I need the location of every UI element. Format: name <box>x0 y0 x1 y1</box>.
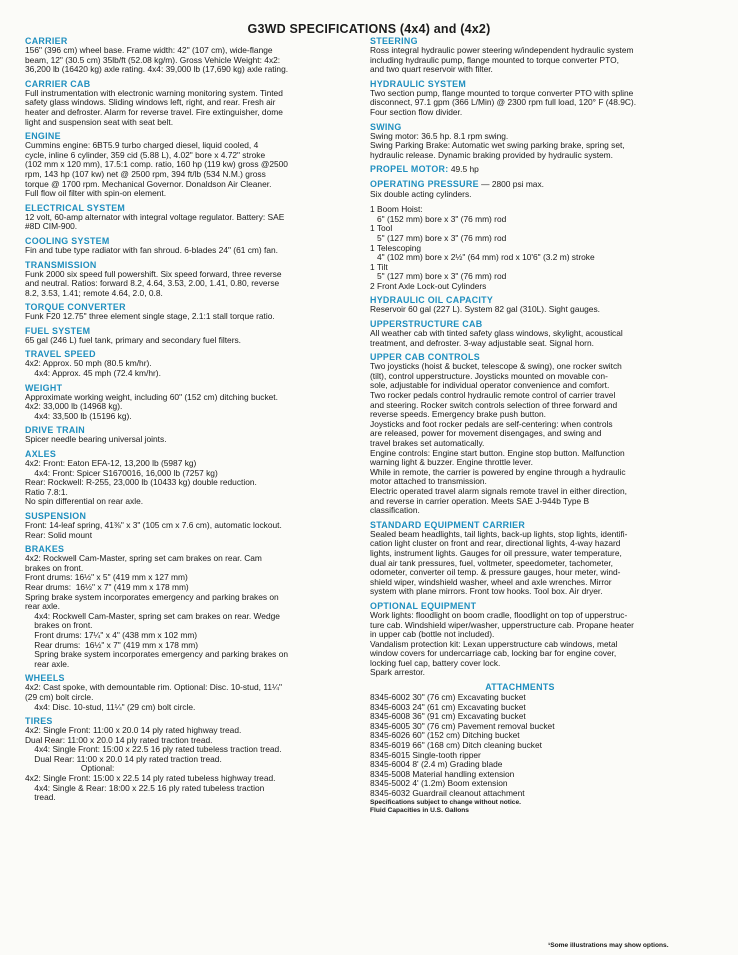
spec-section <box>370 319 675 348</box>
spec-section <box>25 326 355 346</box>
footnote-illustrations: ¹Some illustrations may show options. <box>548 942 669 949</box>
spec-line: 4x2: 33,000 lb (14968 kg). <box>25 401 123 412</box>
spec-line: 4x4: Front: Spicer S1670016, 16,000 lb (7257 kg) <box>25 467 218 478</box>
spec-line: Optional: <box>25 763 115 774</box>
right-sections <box>370 36 675 678</box>
section-heading: WEIGHT <box>25 382 63 393</box>
spec-line: Approximate working weight, including 60" (152 cm) ditching bucket. <box>25 391 278 402</box>
spec-line: system with plane mirrors. Front tow hooks. Tool box. Air dryer. <box>370 586 603 597</box>
section-heading: FUEL SYSTEM <box>25 325 91 336</box>
section-heading: TIRES <box>25 716 53 727</box>
spec-line: 4x4: Approx. 45 mph (72.4 km/hr). <box>25 368 161 379</box>
spec-section <box>25 383 355 422</box>
spec-line: Dual Rear: 11:00 x 20.0 14 ply rated traction tread. <box>25 734 213 745</box>
spec-line: shield wiper, windshield washer, wheel and axle wrenches. Mirror <box>370 576 612 587</box>
spec-line: Rear drums: 16½" x 7" (419 mm x 178 mm) <box>25 581 189 592</box>
spec-line: 156" (396 cm) wheel base. Frame width: 42" (107 cm), wide-flange <box>25 45 273 55</box>
spec-line: 1 Tool <box>370 223 393 234</box>
spec-line: Electric operated travel alarm signals remote travel in either direction, <box>370 485 627 496</box>
spec-line: Rear: Rockwell: R-255, 23,000 lb (10433 kg) double reduction. <box>25 477 257 488</box>
spec-line: Two rocker pedals control hydraulic remote control of carrier travel <box>370 390 616 401</box>
spec-line: heater and defroster. Alarm for reverse travel. Fire extinguisher, dome <box>25 106 283 117</box>
spec-line: 4x2: Rockwell Cam-Master, spring set cam brakes on rear. Cam <box>25 553 262 564</box>
spec-line: Swing Parking Brake: Automatic wet swing parking brake, spring set, <box>370 140 625 151</box>
spec-line: While in remote, the carrier is powered by engine through a hydraulic <box>370 466 626 477</box>
spec-line: No spin differential on rear axle. <box>25 496 144 507</box>
spec-line: (29 cm) bolt circle. <box>25 691 94 702</box>
spec-line: Spring brake system incorporates emergency and parking brakes on <box>25 649 289 660</box>
spec-line: 5" (127 mm) bore x 3" (76 mm) rod <box>370 232 507 243</box>
section-heading: AXLES <box>25 449 57 460</box>
attachment-item: 8345-6019 66" (168 cm) Ditch cleaning bucket <box>370 740 542 751</box>
spec-line: Spark arrestor. <box>370 667 425 678</box>
spec-section <box>25 425 355 445</box>
spec-line: 8.2, 3.53, 1.41; remote 4.64, 2.0, 0.8. <box>25 287 163 298</box>
spec-section <box>370 179 675 292</box>
section-heading: SUSPENSION <box>25 511 87 521</box>
spec-line: Front drums: 17¼" x 4" (438 mm x 102 mm) <box>25 629 198 640</box>
spec-line: Four section flow divider. <box>370 106 463 117</box>
attachment-item: 8345-6032 Guardrail cleanout attachment <box>370 788 525 798</box>
attachment-item: 8345-5008 Material handling extension <box>370 768 515 779</box>
spec-line: beam, 12" (30.5 cm) 35lb/ft (52.08 kg/m). Gross Vehicle Weight: 4x2: <box>25 54 281 65</box>
spec-line: Ratio 7.8:1. <box>25 486 68 497</box>
spec-line: locking fuel cap, battery cover lock. <box>370 657 501 668</box>
section-heading: COOLING SYSTEM <box>25 235 110 246</box>
section-heading: DRIVE TRAIN <box>25 425 86 436</box>
spec-line: are released, power for movement disengages, and swing and <box>370 428 602 439</box>
spec-section <box>25 449 355 507</box>
spec-line: Swing motor: 36.5 hp. 8.1 rpm swing. <box>370 130 509 141</box>
attachments-list <box>370 693 675 799</box>
spec-line: Reservoir 60 gal (227 L). System 82 gal (310L). Sight gauges. <box>370 304 600 315</box>
spec-section <box>25 36 355 75</box>
spec-line: 4x4: Single Front: 15:00 x 22.5 16 ply rated tubeless traction tread. <box>25 744 282 755</box>
spec-line: Sealed beam headlights, tail lights, back-up lights, stop lights, identifi- <box>370 528 628 539</box>
attachment-item: 8345-6002 30" (76 cm) Excavating bucket <box>370 692 526 703</box>
attachment-item: 8345-6015 Single-tooth ripper <box>370 749 481 760</box>
section-inline-value: — 2800 psi max. <box>478 178 544 189</box>
spec-section <box>25 260 355 299</box>
spec-line: classification. <box>370 505 420 516</box>
section-heading: TORQUE CONVERTER <box>25 302 126 313</box>
spec-line: Joysticks and foot rocker pedals are self-centering: when controls <box>370 418 613 429</box>
spec-line: dual air tank pressures, fuel, voltmeter, speedometer, tachometer, <box>370 557 613 568</box>
spec-line: ture cab. Windshield wiper/washer, upperstructure cab. Propane heater <box>370 619 634 630</box>
spec-line: Front: 14-leaf spring, 41⅜" x 3" (105 cm x 7.6 cm), automatic lockout. <box>25 520 282 530</box>
spec-line: reverse speeds. Emergency brake push button. <box>370 409 546 420</box>
spec-section <box>370 520 675 597</box>
spec-line: 4x2: Approx. 50 mph (80.5 km/hr). <box>25 358 152 369</box>
spec-line: 4x2: Cast spoke, with demountable rim. Optional: Disc. 10-stud, 11¼" <box>25 682 282 693</box>
spec-line: All weather cab with tinted safety glass windows, skylight, acoustical <box>370 328 623 339</box>
spec-line: Fin and tube type radiator with fan shroud. 6-blades 24" (61 cm) fan. <box>25 244 278 255</box>
spec-line: rpm, 143 hp (107 kw) net @ 2500 rpm, 394 ft/lb (534 N.M.) gross <box>25 168 266 179</box>
left-column <box>25 36 355 807</box>
spec-section <box>25 131 355 199</box>
section-heading: OPERATING PRESSURE <box>370 178 479 189</box>
attachments-section <box>370 682 675 815</box>
spec-line: tread. <box>25 792 56 803</box>
spec-line: 4x2: Front: Eaton EFA-12, 13,200 lb (5987 kg) <box>25 458 197 469</box>
section-heading: WHEELS <box>25 673 65 684</box>
spec-line: Two section pump, flange mounted to torque converter PTO with spline <box>370 87 634 98</box>
attachments-heading: ATTACHMENTS <box>485 682 555 693</box>
spec-line: 1 Tilt <box>370 261 388 272</box>
spec-line: odometer, converter oil temp. & pressure gauges, hour meter, wind- <box>370 567 621 578</box>
spec-line: rear axle. <box>25 658 70 669</box>
page-title: G3WD SPECIFICATIONS (4x4) and (4x2) <box>247 22 491 36</box>
spec-line: torque @ 1700 rpm. Mechanical Governor. Donaldson Air Cleaner. <box>25 178 272 189</box>
spec-line: Six double acting cylinders. <box>370 188 472 199</box>
spec-section <box>25 79 355 127</box>
attachment-item: 8345-5002 4' (1.2m) Boom extension <box>370 778 508 789</box>
spec-line: cycle, inline 6 cylinder, 359 cid (5.88 L), 4.02" bore x 4.72" stroke <box>25 149 266 160</box>
spec-line: 4x4: Disc. 10-stud, 11¼" (29 cm) bolt circle. <box>25 701 196 712</box>
spec-line: #8D CIM-900. <box>25 221 78 232</box>
section-heading: ENGINE <box>25 131 61 142</box>
spec-section <box>25 673 355 712</box>
spec-section <box>370 122 675 161</box>
spec-line: Two joysticks (hoist & bucket, telescope & swing), one rocker switch <box>370 361 622 372</box>
spec-line: (102 mm x 120 mm), 17.5:1 comp. ratio, 160 hp (119 kw) gross @2500 <box>25 159 288 170</box>
section-heading: STANDARD EQUIPMENT CARRIER <box>370 519 526 530</box>
spec-line: 4" (102 mm) bore x 2½" (64 mm) rod x 10'6" (3.2 m) stroke <box>370 252 595 263</box>
spec-line: Full instrumentation with electronic warning monitoring system. Tinted <box>25 87 283 98</box>
spec-line: 4x2: Single Front: 15:00 x 22.5 14 ply rated tubeless highway tread. <box>25 773 276 784</box>
section-heading: CARRIER CAB <box>25 78 91 89</box>
spec-line: 4x4: Single & Rear: 18:00 x 22.5 16 ply rated tubeless traction <box>25 782 265 793</box>
section-heading: HYDRAULIC SYSTEM <box>370 78 467 89</box>
spec-line: 36,200 lb (16420 kg) axle rating. 4x4: 39,000 lb (17,690 kg) axle rating. <box>25 64 289 75</box>
spec-line: travel brakes set automatically. <box>370 438 485 448</box>
section-heading: PROPEL MOTOR: <box>370 164 449 175</box>
spec-line: sole, adjustable for individual operator convenience and comfort. <box>370 380 610 391</box>
spec-line: Front drums: 16½" x 5" (419 mm x 127 mm) <box>25 572 188 583</box>
spec-line: cation light cluster on front and rear, directional lights, 4-way hazard <box>370 538 621 549</box>
footnote-fluids: Fluid Capacities in U.S. Gallons <box>370 806 469 814</box>
spec-line: lights, instrument lights. Gauges for oil pressure, water temperature, <box>370 547 622 558</box>
spec-line: brakes on front. <box>25 562 84 573</box>
section-heading: UPPER CAB CONTROLS <box>370 352 480 363</box>
spec-section <box>370 164 675 175</box>
section-heading-row <box>370 164 675 175</box>
section-heading: OPTIONAL EQUIPMENT <box>370 600 477 611</box>
section-heading: SWING <box>370 121 402 132</box>
spec-line: Engine controls: Engine start button. Engine stop button. Malfunction <box>370 447 625 458</box>
spec-line: Funk F20 12.75" three element single stage, 2.1:1 stall torque ratio. <box>25 311 275 322</box>
spec-line: rear axle. <box>25 601 60 612</box>
spec-section <box>25 302 355 322</box>
section-heading: ELECTRICAL SYSTEM <box>25 202 126 213</box>
section-heading: TRANSMISSION <box>25 259 97 270</box>
spec-section <box>370 295 675 315</box>
right-column <box>370 36 675 815</box>
section-heading: CARRIER <box>25 36 68 46</box>
spec-line: brakes on front. <box>25 620 93 631</box>
attachment-item: 8345-6004 8' (2.4 m) Grading blade <box>370 759 503 770</box>
spec-section <box>25 236 355 256</box>
section-inline-value: 49.5 hp <box>448 164 479 175</box>
section-heading: HYDRAULIC OIL CAPACITY <box>370 295 494 306</box>
section-heading-row <box>370 179 675 190</box>
spec-line: Work lights: floodlight on boom cradle, floodlight on top of upperstruc- <box>370 609 628 620</box>
spec-section <box>25 203 355 232</box>
spec-section <box>25 349 355 378</box>
spec-line: 12 volt, 60-amp alternator with integral voltage regulator. Battery: SAE <box>25 211 285 222</box>
spec-line: Dual Rear: 11:00 x 20.0 14 ply rated traction tread. <box>25 753 222 764</box>
spec-line: Funk 2000 six speed full powershift. Six speed forward, three reverse <box>25 268 282 279</box>
spec-line: 4x4: 33,500 lb (15196 kg). <box>25 410 132 421</box>
spec-line: 6" (152 mm) bore x 3" (76 mm) rod <box>370 213 507 224</box>
spec-section <box>25 544 355 669</box>
spec-section <box>370 79 675 118</box>
footnote-specs: Specifications subject to change without notice. <box>370 798 521 806</box>
spec-line: 2 Front Axle Lock-out Cylinders <box>370 280 487 291</box>
section-heading: TRAVEL SPEED <box>25 349 96 360</box>
spec-line: Vandalism protection kit: Lexan upperstructure cab windows, metal <box>370 638 618 649</box>
spec-line: motor attached to transmission. <box>370 476 487 487</box>
spec-line: (tilt), control upperstructure. Joysticks mounted on movable con- <box>370 370 608 381</box>
spec-line: disconnect, 97.1 gpm (366 L/Min) @ 2300 rpm full load, 120° F (48.9C). <box>370 97 637 108</box>
spec-line: 4x4: Rockwell Cam-Master, spring set cam brakes on rear. Wedge <box>25 610 280 621</box>
spec-line: Rear drums: 16½" x 7" (419 mm x 178 mm) <box>25 639 199 650</box>
spec-section <box>25 511 355 540</box>
spec-line: Spring brake system incorporates emergency and parking brakes on <box>25 591 279 602</box>
section-heading: UPPERSTRUCTURE CAB <box>370 319 483 330</box>
spec-line: window covers for undercarriage cab, locking bar for engine cover, <box>370 648 617 659</box>
spec-line: light and suspension seat with seat belt. <box>25 116 174 127</box>
spec-line: Full flow oil filter with spin-on element. <box>25 188 167 199</box>
attachment-item: 8345-6003 24" (61 cm) Excavating bucket <box>370 701 526 712</box>
spec-line: Spicer needle bearing universal joints. <box>25 434 167 445</box>
spec-line: hydraulic release. Dynamic braking provided by hydraulic system. <box>370 149 613 160</box>
spec-line: and steering. Rocker switch controls selection of three forward and <box>370 399 618 410</box>
attachment-item: 8345-6005 30" (76 cm) Pavement removal bucket <box>370 720 555 731</box>
spec-section <box>370 352 675 516</box>
attachment-item: 8345-6008 36" (91 cm) Excavating bucket <box>370 711 526 722</box>
section-heading: BRAKES <box>25 544 65 555</box>
spec-line: 4x2: Single Front: 11:00 x 20.0 14 ply rated highway tread. <box>25 725 242 736</box>
spec-line: warning light & buzzer. Engine throttle lever. <box>370 457 533 468</box>
spec-line: including hydraulic pump, flange mounted to torque converter PTO, <box>370 54 619 65</box>
spec-section <box>25 716 355 803</box>
spec-section <box>370 36 675 75</box>
spec-line: Rear: Solid mount <box>25 529 93 540</box>
attachment-item: 8345-6026 60" (152 cm) Ditching bucket <box>370 730 520 741</box>
spec-line: 5" (127 mm) bore x 3" (76 mm) rod <box>370 271 507 282</box>
spec-line: Ross integral hydraulic power steering w/independent hydraulic system <box>370 45 634 55</box>
section-heading: STEERING <box>370 36 418 46</box>
spec-line: safety glass windows. Sliding windows left, right, and rear. Fresh air <box>25 97 276 108</box>
spec-line: and neutral. Ratios: forward 8.2, 4.64, 3.53, 2.00, 1.41, 0.80, reverse <box>25 278 280 289</box>
spec-line: and reverse in carrier operation. Meets SAE J-944b Type B <box>370 495 590 506</box>
spec-line: and two quart reservoir with filter. <box>370 64 493 75</box>
spec-line: in upper cab (bottle not included). <box>370 629 495 640</box>
spec-line: Cummins engine: 6BT5.9 turbo charged diesel, liquid cooled, 4 <box>25 140 259 151</box>
spec-line: treatment, and defroster. 3-way adjustable seat. Signal horn. <box>370 337 594 348</box>
spec-line: 65 gal (246 L) fuel tank, primary and secondary fuel filters. <box>25 334 241 345</box>
spec-section <box>370 601 675 678</box>
spec-line: 1 Boom Hoist: <box>370 204 423 215</box>
spec-line: 1 Telescoping <box>370 242 422 253</box>
